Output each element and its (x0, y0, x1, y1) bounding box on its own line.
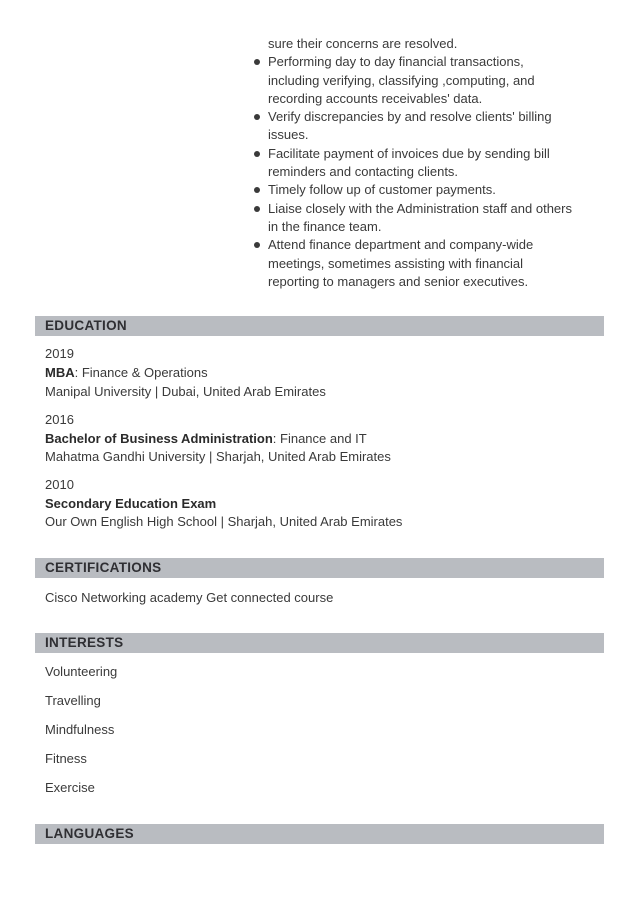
bullet-text: reporting to managers and senior executives. (268, 273, 529, 289)
education-year: 2016 (45, 412, 74, 427)
list-item (254, 126, 604, 144)
bullet-text: Timely follow up of customer payments. (268, 182, 496, 198)
bullet-text: recording accounts receivables' data. (268, 90, 483, 106)
interest-item: Volunteering (45, 664, 118, 679)
list-item (254, 218, 604, 236)
list-item (254, 163, 604, 181)
certification-item: Cisco Networking academy Get connected course (45, 590, 334, 605)
education-school: Our Own English High School | Sharjah, United Arab Emirates (45, 514, 403, 529)
certifications-heading: CERTIFICATIONS (35, 558, 604, 578)
list-item (254, 35, 604, 53)
education-field: : Finance and IT (272, 431, 367, 446)
bullet-text: issues. (268, 127, 309, 143)
experience-bullet-list (254, 35, 604, 291)
interest-item: Mindfulness (45, 722, 115, 737)
bullet-icon (254, 187, 260, 193)
bullet-text: including verifying, classifying ,computing, and (268, 72, 535, 88)
bullet-text: in the finance team. (268, 218, 382, 234)
interests-heading: INTERESTS (35, 633, 604, 653)
education-heading: EDUCATION (35, 316, 604, 336)
education-degree: Bachelor of Business Administration (45, 431, 273, 446)
interest-item: Fitness (45, 751, 87, 766)
bullet-text: Attend finance department and company-wide (268, 237, 534, 253)
education-degree: MBA (45, 365, 75, 380)
education-year: 2019 (45, 346, 74, 361)
education-school: Mahatma Gandhi University | Sharjah, United Arab Emirates (45, 449, 391, 464)
bullet-text: sure their concerns are resolved. (268, 36, 458, 51)
list-item (254, 255, 604, 273)
bullet-icon (254, 114, 260, 120)
bullet-text: Verify discrepancies by and resolve clients' billing (268, 109, 552, 125)
list-item (254, 72, 604, 90)
bullet-icon (254, 206, 260, 212)
interest-item: Travelling (45, 693, 101, 708)
list-item (254, 145, 604, 163)
bullet-text: Facilitate payment of invoices due by sending bill (268, 145, 550, 161)
education-degree-line (45, 364, 208, 383)
list-item (254, 53, 604, 71)
bullet-text: meetings, sometimes assisting with financial (268, 255, 524, 271)
bullet-text: Performing day to day financial transactions, (268, 54, 524, 70)
list-item (254, 108, 604, 126)
education-year: 2010 (45, 477, 74, 492)
education-field: : Finance & Operations (74, 365, 208, 380)
list-item (254, 236, 604, 254)
list-item (254, 181, 604, 199)
bullet-icon (254, 59, 260, 65)
bullet-text: Liaise closely with the Administration staff and others (268, 200, 572, 216)
education-school: Manipal University | Dubai, United Arab Emirates (45, 384, 326, 399)
list-item (254, 200, 604, 218)
education-degree-line (45, 430, 367, 449)
education-degree: Secondary Education Exam (45, 496, 217, 511)
languages-heading: LANGUAGES (35, 824, 604, 844)
list-item (254, 90, 604, 108)
bullet-icon (254, 151, 260, 157)
education-degree-line (45, 495, 216, 514)
list-item (254, 273, 604, 291)
bullet-text: reminders and contacting clients. (268, 164, 459, 180)
interest-item: Exercise (45, 780, 95, 795)
bullet-icon (254, 242, 260, 248)
